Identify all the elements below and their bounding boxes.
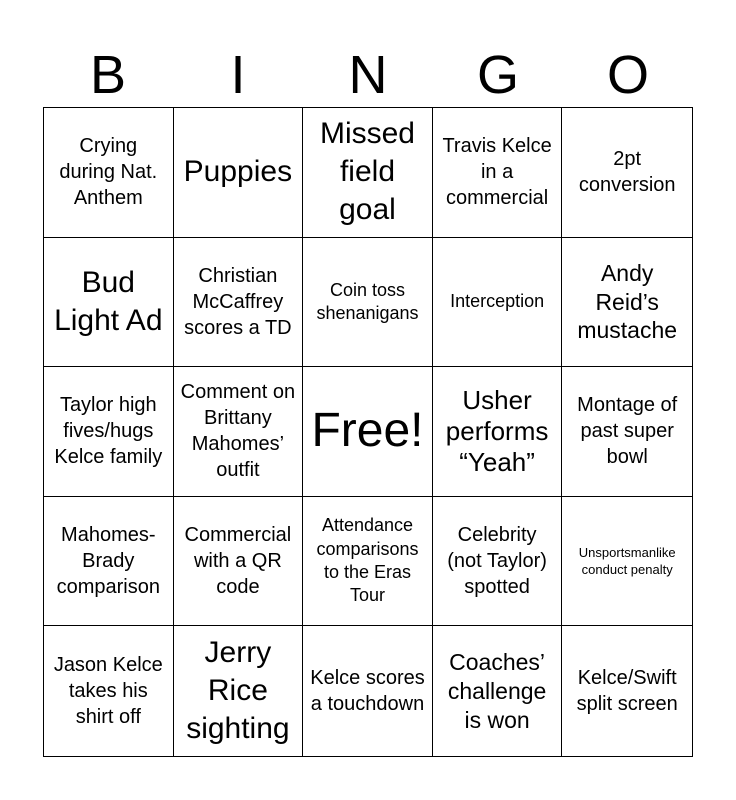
bingo-cell[interactable]: Coin toss shenanigans (303, 238, 433, 368)
bingo-header (43, 44, 693, 106)
bingo-cell[interactable]: Travis Kelce in a commercial (433, 108, 563, 238)
bingo-cell[interactable]: Celebrity (not Taylor) spotted (433, 497, 563, 627)
bingo-cell[interactable]: Puppies (174, 108, 304, 238)
header-letter-n: N (348, 45, 388, 105)
free-space[interactable]: Free! (303, 367, 433, 497)
bingo-cell[interactable]: Jerry Rice sighting (174, 626, 304, 756)
bingo-cell[interactable]: Missed field goal (303, 108, 433, 238)
bingo-cell[interactable]: Christian McCaffrey scores a TD (174, 238, 304, 368)
bingo-cell[interactable]: Montage of past super bowl (562, 367, 692, 497)
bingo-cell[interactable]: Mahomes-Brady comparison (44, 497, 174, 627)
bingo-cell[interactable]: Taylor high fives/hugs Kelce family (44, 367, 174, 497)
bingo-cell[interactable]: Commercial with a QR code (174, 497, 304, 627)
header-letter-g: G (476, 45, 519, 105)
header-letter-o: O (606, 45, 649, 105)
header-letter-i: I (230, 45, 246, 105)
bingo-cell[interactable]: Andy Reid’s mustache (562, 238, 692, 368)
bingo-cell[interactable]: Kelce/Swift split screen (576, 667, 678, 716)
bingo-cell[interactable]: Usher performs “Yeah” (433, 367, 563, 497)
bingo-cell[interactable]: Crying during Nat. Anthem (44, 108, 174, 238)
bingo-cell[interactable]: Unsportsmanlike conduct penalty (562, 497, 692, 627)
bingo-cell[interactable]: Attendance comparisons to the Eras Tour (303, 497, 433, 627)
bingo-cell[interactable]: Jason Kelce takes his shirt off (44, 626, 174, 756)
bingo-cell[interactable]: Bud Light Ad (44, 238, 174, 368)
header-letter-b: B (89, 45, 127, 105)
bingo-cell[interactable]: Comment on Brittany Mahomes’ outfit (174, 367, 304, 497)
bingo-grid (43, 107, 693, 757)
bingo-cell[interactable]: Coaches’ challenge is won (433, 626, 563, 756)
bingo-cell[interactable]: Kelce scores a touchdown (303, 626, 433, 756)
bingo-cell[interactable]: 2pt conversion (562, 108, 692, 238)
bingo-cell[interactable]: Interception (433, 238, 563, 368)
